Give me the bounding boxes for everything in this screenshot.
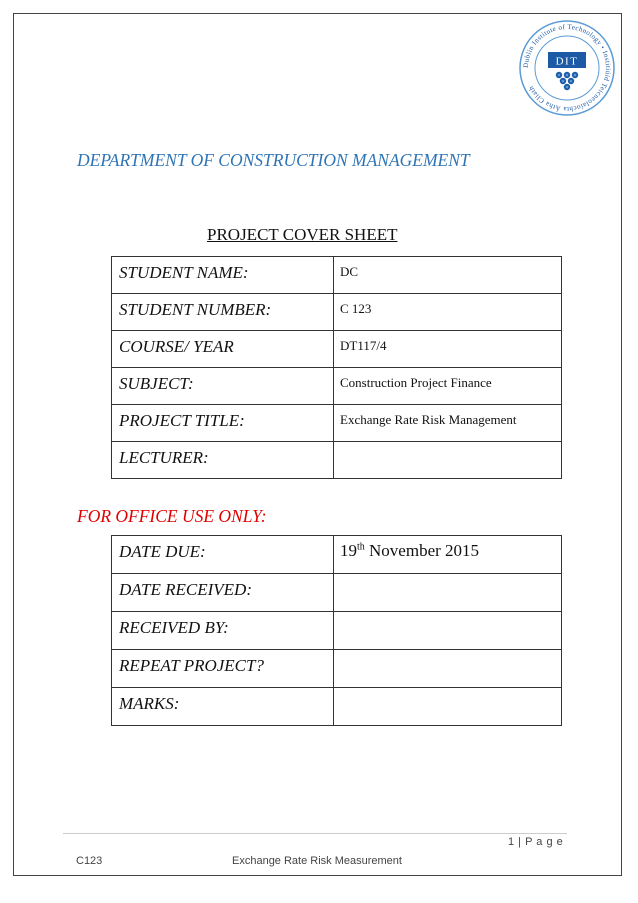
repeat-project-label: REPEAT PROJECT? [112, 650, 334, 688]
table-row [112, 612, 562, 650]
table-row [112, 331, 562, 368]
table-row [112, 294, 562, 331]
student-name-label: STUDENT NAME: [112, 257, 334, 294]
date-due-rest: November 2015 [364, 541, 480, 560]
logo-text: DIT [555, 55, 579, 68]
received-by-label: RECEIVED BY: [112, 612, 334, 650]
footer-title: Exchange Rate Risk Measurement [232, 855, 402, 867]
table-row [112, 442, 562, 479]
footer-divider [63, 833, 567, 834]
office-use-table [111, 535, 562, 726]
sheet-title: PROJECT COVER SHEET [207, 225, 398, 244]
department-heading: DEPARTMENT OF CONSTRUCTION MANAGEMENT [77, 150, 470, 170]
table-row [112, 574, 562, 612]
marks-value [334, 688, 562, 726]
student-number-label: STUDENT NUMBER: [112, 294, 334, 331]
subject-value: Construction Project Finance [334, 368, 562, 405]
project-title-value: Exchange Rate Risk Management [334, 405, 562, 442]
student-number-value: C 123 [334, 294, 562, 331]
project-title-label: PROJECT TITLE: [112, 405, 334, 442]
course-year-label: COURSE/ YEAR [112, 331, 334, 368]
table-row [112, 536, 562, 574]
course-year-value: DT117/4 [334, 331, 562, 368]
date-received-label: DATE RECEIVED: [112, 574, 334, 612]
marks-label: MARKS: [112, 688, 334, 726]
date-due-day: 19 [340, 541, 357, 560]
student-name-value: DC [334, 257, 562, 294]
lecturer-label: LECTURER: [112, 442, 334, 479]
office-use-heading: FOR OFFICE USE ONLY: [77, 506, 267, 526]
lecturer-value [334, 442, 562, 479]
footer-code: C123 [76, 855, 103, 867]
table-row [112, 405, 562, 442]
table-row [112, 368, 562, 405]
dit-seal-icon [517, 18, 617, 118]
date-due-suffix: th [357, 541, 365, 553]
received-by-value [334, 612, 562, 650]
student-details-table [111, 256, 562, 479]
logo-ring-text: Dublin Institute of Technology • Institiúid Teicneolaíochta Átha Cliath [521, 22, 613, 114]
table-row [112, 257, 562, 294]
page-number: 1 | P a g e [508, 836, 564, 848]
date-due-label: DATE DUE: [112, 536, 334, 574]
table-row [112, 650, 562, 688]
date-received-value [334, 574, 562, 612]
subject-label: SUBJECT: [112, 368, 334, 405]
dit-logo [517, 18, 617, 118]
date-due-value [334, 536, 562, 574]
table-row [112, 688, 562, 726]
repeat-project-value [334, 650, 562, 688]
